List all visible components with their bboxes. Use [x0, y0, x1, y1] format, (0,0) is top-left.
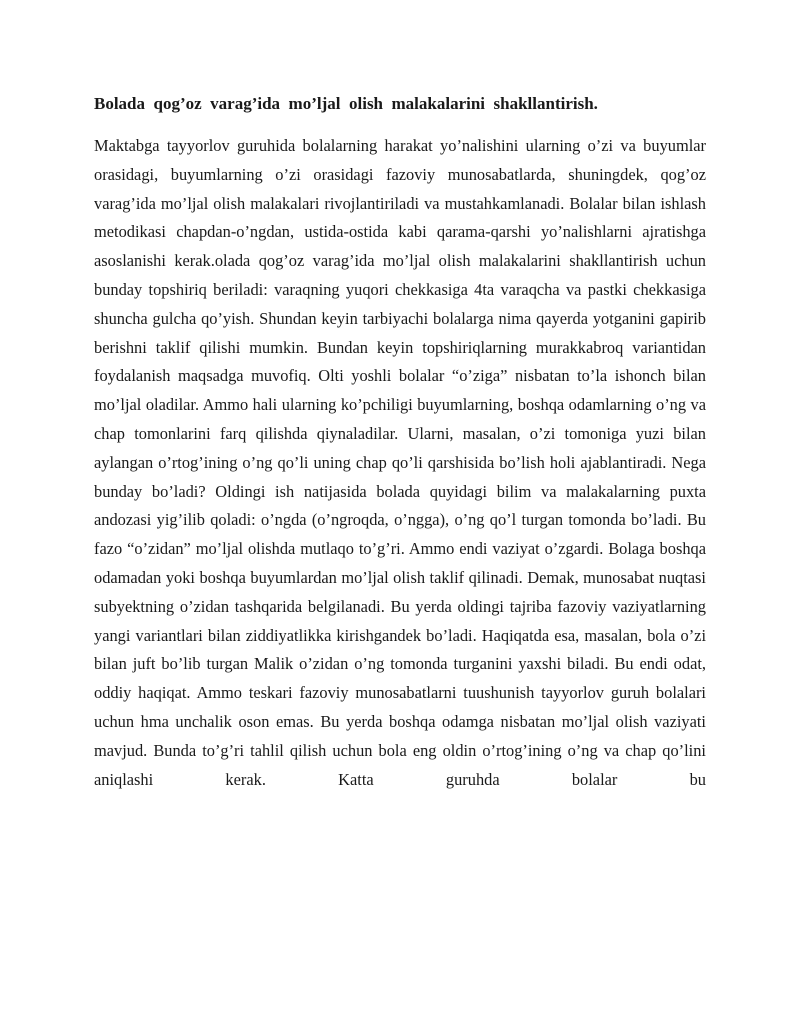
document-title: Bolada qog’oz varag’ida mo’ljal olish malakalarini shakllantirish. — [94, 94, 598, 113]
body-paragraph: Maktabga tayyorlov guruhida bolalarning harakat yo’nalishini ularning o’zi va buyumlar orasidagi, buyumlarning o’zi orasidagi fazoviy munosabatlarda, shuningdek, qog’oz varag’ida mo’ljal olish malakalari rivojlantiriladi va mustahkamlanadi. Bolalar bilan ishlash metodikasi chapdan-o’ngdan, ustida-ostida kabi qarama-qarshi yo’nalishlarni ajratishga asoslanishi kerak.olada qog’oz varag’ida mo’ljal olish malakalarini shakllantirish uchun bunday topshiriq beriladi: varaqning yuqori chekkasiga 4ta varaqcha va pastki chekkasiga shuncha gulcha qo’yish. Shundan keyin tarbiyachi bolalarga nima qayerda yotganini gapirib berishni taklif qilishi mumkin. Bundan keyin topshiriqlarning murakkabroq variantidan foydalanish maqsadga muvofiq. Olti yoshli bolalar “o’ziga” nisbatan to’la ishonch bilan mo’ljal oladilar. Ammo hali ularning ko’pchiligi buyumlarning, boshqa odamlarning o’ng va chap tomonlarini farq qilishda qiynaladilar. Ularni, masalan, o’zi tomoniga yuzi bilan aylangan o’rtog’ining o’ng qo’li uning chap qo’li qarshisida bo’lish holi ajablantiradi. Nega bunday bo’ladi? Oldingi ish natijasida bolada quyidagi bilim va malakalarning puxta andozasi yig’ilib qoladi: o’ngda (o’ngroqda, o’ngga), o’ng qo’l turgan tomonda bo’ladi. Bu fazo “o’zidan” mo’ljal olishda mutlaqo to’g’ri. Ammo endi vaziyat o’zgardi. Bolaga boshqa odamadan yoki boshqa buyumlardan mo’ljal olish taklif qilinadi. Demak, munosabat nuqtasi subyektning o’zidan tashqarida belgilanadi. Bu yerda oldingi tajriba fazoviy vaziyatlarning yangi variantlari bilan ziddiyatlikka kirishgandek bo’ladi. Haqiqatda esa, masalan, bola o’zi bilan juft bo’lib turgan Malik o’zidan o’ng tomonda turganini yaxshi biladi. Bu endi odat, oddiy haqiqat. Ammo teskari fazoviy munosabatlarni tuushunish tayyorlov guruh bolalari uchun hma unchalik oson emas. Bu yerda boshqa odamga nisbatan mo’ljal olish vaziyati mavjud. Bunda to’g’ri tahlil qilish uchun bola eng oldin o’rtog’ining o’ng va chap qo’lini aniqlashi kerak. Katta guruhda bolalar bu — [94, 136, 706, 789]
document-content — [94, 92, 706, 794]
